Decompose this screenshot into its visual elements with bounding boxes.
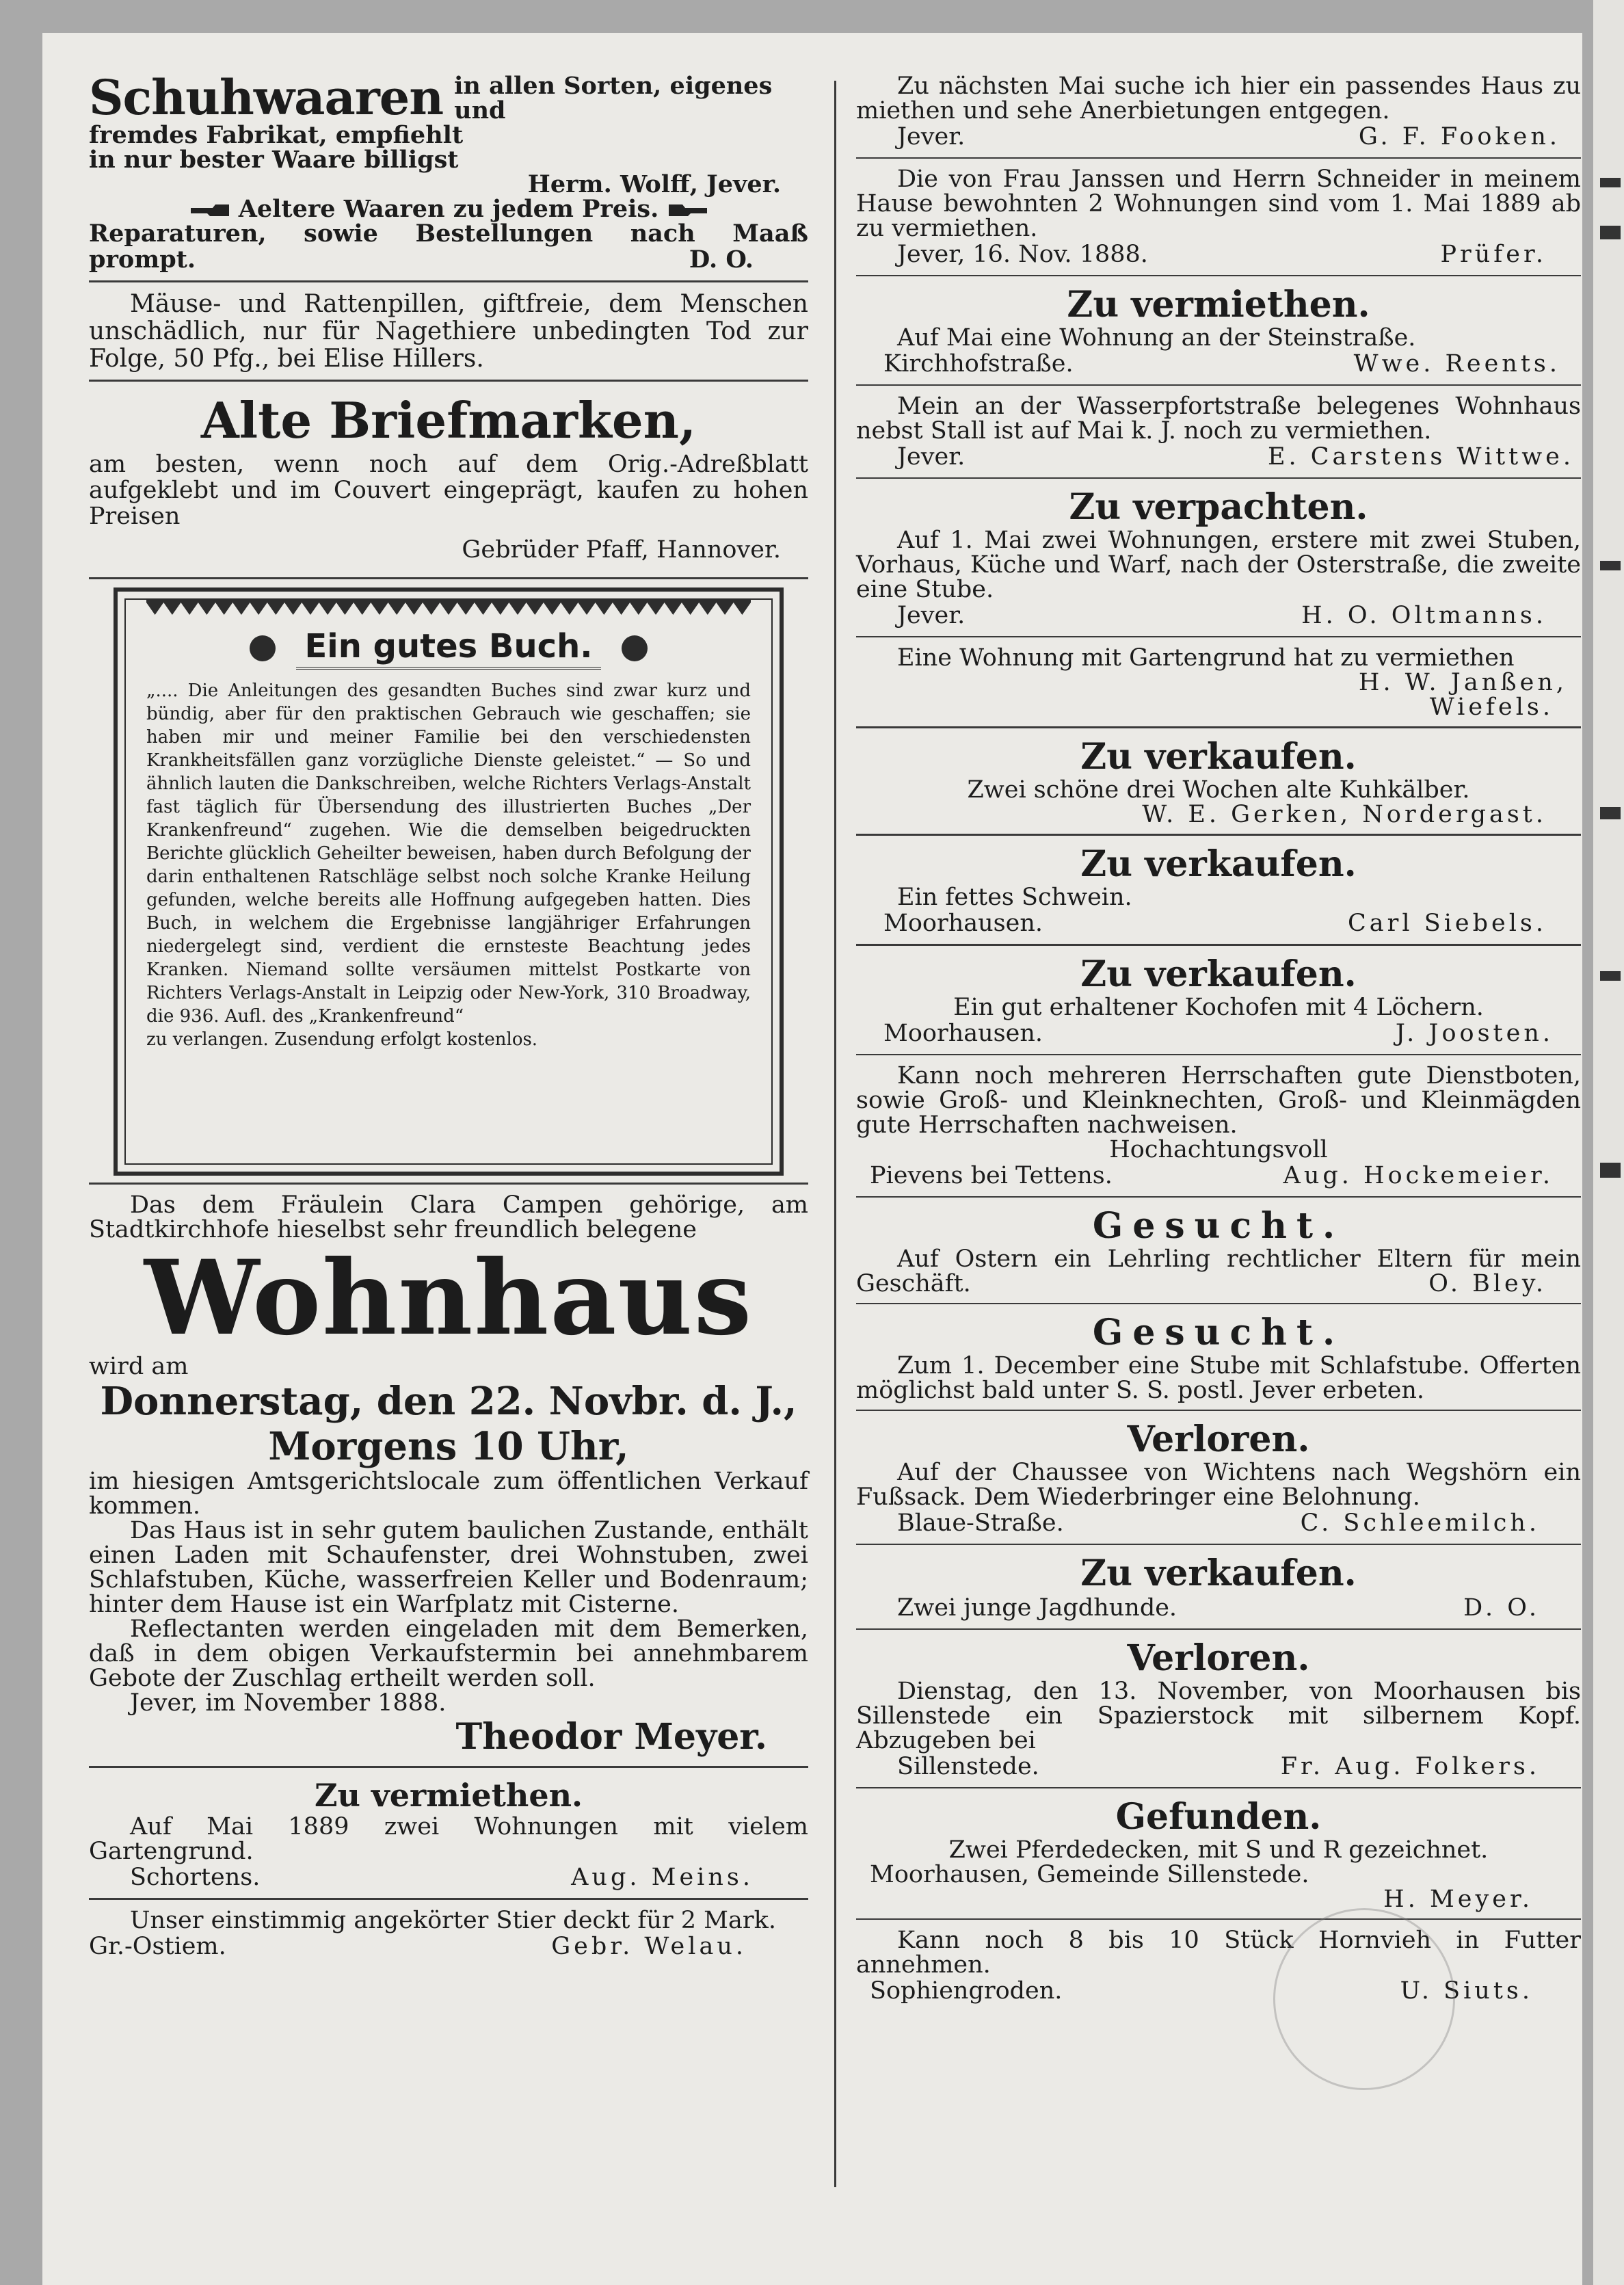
book-ad (114, 587, 784, 1176)
bull-ad-text: Unser einstimmig angekörter Stier deckt für 2 Mark. (130, 1907, 776, 1934)
ad-signature: J. Joosten. (1395, 1020, 1554, 1047)
ad-text: Die von Frau Janssen und Herrn Schneider in meinem Hause bewohnten 2 Wohnungen sind vom 1. Mai 1889 ab zu vermiethen. (856, 166, 1581, 242)
ad-title: Zu verkaufen. (1080, 843, 1357, 885)
ad-text: Eine Wohnung mit Gartengrund hat zu vermiethen (897, 644, 1515, 672)
ad-text: Kann noch 8 bis 10 Stück Hornvieh in Futter annehmen. (856, 1927, 1581, 1979)
ad-place: Jever. (897, 443, 966, 471)
ad-signature: H. Meyer. (1383, 1886, 1533, 1913)
stamps-ad-signature: Gebrüder Pfaff, Hannover. (462, 536, 781, 564)
ad-title: Zu verkaufen. (1080, 736, 1357, 778)
right-ad-17 (856, 1928, 1581, 2005)
house-sale-ad (89, 1193, 808, 1759)
shoe-ad-title: Schuhwaaren (89, 69, 444, 126)
ad-signature: D. O. (1463, 1594, 1540, 1622)
right-ad-10 (856, 1064, 1581, 1189)
book-ad-closing: zu verlangen. Zusendung erfolgt kostenlos. (146, 1029, 538, 1050)
right-ad-11 (856, 1206, 1581, 1296)
ad-text: Zu nächsten Mai suche ich hier ein passendes Haus zu miethen und sehe Anerbietungen entgegen. (856, 72, 1581, 124)
separator (89, 1766, 808, 1768)
pills-ad (89, 291, 808, 373)
ad-closing: Hochachtungsvoll (1109, 1136, 1328, 1163)
separator (856, 384, 1581, 386)
ad-text: Dienstag, den 13. November, von Moorhausen bis Sillenstede ein Spazierstock mit silbernem Kopf. Abzugeben bei (856, 1678, 1581, 1754)
rent-ad-title: Zu vermiethen. (314, 1777, 583, 1814)
stamps-ad-title: Alte Briefmarken, (200, 391, 697, 449)
separator (856, 636, 1581, 637)
ad-text: Zwei schöne drei Wochen alte Kuhkälber. (967, 776, 1470, 804)
house-ad-signature: Theodor Meyer. (455, 1716, 767, 1758)
house-ad-title: Wohnhaus (144, 1238, 754, 1358)
separator (856, 275, 1581, 276)
book-ad-text: „.... Die Anleitungen des gesandten Buches sind zwar kurz und bündig, aber für den praktischen Gebrauch wie geschaffen; sie haben mir und meiner Familie bei den verschiedensten Krankheitsfällen ganz vorzügliche Dienste geleistet.“ — So und ähnlich lauten die Dankschreiben, welche Richters Verlags-Anstalt fast täglich für Übersendung des illustrierten Buches „Der Krankenfreund“ zugehen. Wie die demselben beigedruckten Berichte glücklich Geheilter beweisen, haben durch Befolgung der darin enthaltenen Ratschläge selbst noch solche Kranke Heilung gefunden, welche bereits alle Hoffnung aufgegeben hatten. Dies Buch, in welchem die Ergebnisse langjähriger Erfahrungen niedergelegt sind, verdient die ernsteste Beachtung jedes Kranken. Niemand sollte versäumen mittelst Postkarte von Richters Verlags-Anstalt in Leipzig oder New-York, 310 Broadway, die 936. Aufl. des „Krankenfreund“ (146, 681, 751, 1027)
ad-text: Auf 1. Mai zwei Wohnungen, erstere mit zwei Stuben, Vorhaus, Küche und Warf, nach der Osterstraße, die zweite eine Stube. (856, 527, 1581, 603)
bunting-border-decoration (146, 600, 751, 624)
ad-signature: Fr. Aug. Folkers. (1280, 1753, 1540, 1780)
separator (856, 1410, 1581, 1411)
ad-signature: U. Siuts. (1400, 1977, 1533, 2005)
ad-signature: Prüfer. (1440, 241, 1547, 268)
right-ad-3 (856, 285, 1581, 378)
ad-signature: G. F. Fooken. (1358, 123, 1560, 150)
stamps-ad-text: am besten, wenn noch auf dem Orig.-Adreßblatt aufgeklebt und im Couvert eingeprägt, kaufen zu hohen Preisen (89, 451, 808, 530)
separator (856, 1787, 1581, 1788)
ad-text: Mein an der Wasserpfortstraße belegenes Wohnhaus nebst Stall ist auf Mai k. J. noch zu vermiethen. (856, 393, 1581, 445)
house-ad-time: Morgens 10 Uhr, (268, 1424, 629, 1469)
house-ad-intro: Das dem Fräulein Clara Campen gehörige, am Stadtkirchhofe hieselbst sehr freundlich belegene (89, 1191, 808, 1243)
ad-signature: Wwe. Reents. (1353, 350, 1560, 378)
ad-text: Zum 1. December eine Stube mit Schlafstube. Offerten möglichst bald unter S. S. postl. Jever erbeten. (856, 1352, 1581, 1404)
ad-signature: Carl Siebels. (1348, 910, 1547, 937)
shoe-ad-line: in allen Sorten, eigenes und (454, 72, 773, 124)
ad-signature: H. O. Oltmanns. (1301, 602, 1547, 629)
right-ad-7 (856, 737, 1581, 827)
separator (89, 380, 808, 382)
separator (856, 726, 1581, 728)
ad-text: Zwei junge Jagdhunde. (897, 1594, 1177, 1622)
shoe-ad-older-goods: Aeltere Waaren zu jedem Preis. (238, 195, 659, 223)
ad-place: Moorhausen. (883, 1020, 1043, 1047)
right-ad-4 (856, 394, 1581, 471)
ad-place: Jever. (897, 123, 966, 150)
ad-title: Zu verkaufen. (1080, 1553, 1357, 1594)
shoe-ad-repairs: Reparaturen, sowie Bestellungen nach Maaß (89, 220, 808, 248)
ad-signature: W. E. Gerken, Nordergast. (1142, 801, 1547, 828)
separator (856, 1054, 1581, 1055)
separator (856, 944, 1581, 946)
ad-place: Sillenstede. (897, 1753, 1039, 1780)
book-ad-title: Ein gutes Buch. (296, 627, 600, 670)
ad-title: Verloren. (1127, 1637, 1310, 1679)
right-column (856, 74, 1581, 2005)
rent-ad-place: Schortens. (130, 1864, 261, 1891)
right-ad-16 (856, 1797, 1581, 1912)
pills-ad-text: Mäuse- und Rattenpillen, giftfreie, dem Menschen unschädlich, nur für Nagethiere unbedingten Tod zur Folge, 50 Pfg., bei Elise Hillers. (89, 290, 808, 373)
house-ad-location: im hiesigen Amtsgerichtslocale zum öffentlichen Verkauf kommen. (89, 1468, 808, 1520)
ad-text: Auf der Chaussee von Wichtens nach Wegshörn ein Fußsack. Dem Wiederbringer eine Belohnung. (856, 1459, 1581, 1511)
separator (89, 1898, 808, 1900)
ad-title: Verloren. (1127, 1418, 1310, 1460)
ad-place: Blaue-Straße. (897, 1509, 1064, 1537)
separator (856, 834, 1581, 836)
ad-text: Zwei Pferdedecken, mit S und R gezeichnet. (948, 1836, 1489, 1864)
house-ad-description: Das Haus ist in sehr gutem baulichen Zustande, enthält einen Laden mit Schaufenster, drei Wohnstuben, zwei Schlafstuben, Küche, wasserfreien Keller und Bodenraum; hinter dem Hause ist ein Warfplatz mit Cisterne. (89, 1517, 808, 1618)
shoe-ad (89, 69, 808, 274)
bull-ad-signature: Gebr. Welau. (551, 1933, 747, 1960)
house-ad-place-date: Jever, im November 1888. (130, 1689, 447, 1717)
shoe-ad-line: in nur bester Waare billigst (89, 146, 459, 174)
ad-text: Auf Ostern ein Lehrling rechtlicher Eltern für mein Geschäft. (856, 1245, 1581, 1297)
ad-text-2: Moorhausen, Gemeinde Sillenstede. (870, 1861, 1309, 1888)
ad-place: Pievens bei Tettens. (870, 1162, 1113, 1189)
rent-ad-text: Auf Mai 1889 zwei Wohnungen mit vielem Gartengrund. (89, 1813, 808, 1865)
ad-title: Zu vermiethen. (1067, 284, 1370, 326)
pointing-hand-icon (667, 202, 708, 219)
rent-ad-signature: Aug. Meins. (571, 1864, 754, 1891)
separator (89, 280, 808, 282)
right-ad-15 (856, 1638, 1581, 1780)
separator (89, 577, 808, 579)
separator (856, 1628, 1581, 1630)
right-ad-5 (856, 487, 1581, 629)
ad-signature: Aug. Hockemeier. (1283, 1162, 1554, 1189)
shoe-ad-signature: Herm. Wolff, Jever. (527, 170, 781, 198)
ad-signature: H. W. Janßen, (1358, 669, 1567, 696)
ad-title: Gesucht. (1092, 1312, 1345, 1353)
separator (89, 1183, 808, 1185)
right-ad-2 (856, 167, 1581, 268)
ad-place: Sophiengroden. (870, 1977, 1063, 2005)
ad-title: Gefunden. (1115, 1796, 1322, 1838)
house-ad-date: Donnerstag, den 22. Novbr. d. J., (100, 1379, 797, 1424)
separator (856, 1303, 1581, 1304)
right-ad-1 (856, 74, 1581, 150)
ad-title: Zu verpachten. (1069, 486, 1368, 528)
separator (856, 157, 1581, 159)
left-column (89, 69, 808, 1960)
right-ad-9 (856, 954, 1581, 1047)
bull-ad (89, 1908, 808, 1960)
right-ad-8 (856, 844, 1581, 937)
right-ad-12 (856, 1312, 1581, 1403)
ad-text: Auf Mai eine Wohnung an der Steinstraße. (897, 324, 1416, 352)
bull-ad-place: Gr.-Ostiem. (89, 1933, 226, 1960)
separator (856, 1918, 1581, 1920)
separator (856, 1544, 1581, 1545)
ad-place: Moorhausen. (883, 910, 1043, 937)
column-divider (834, 81, 836, 2187)
right-ad-14 (856, 1553, 1581, 1622)
ornament-dot-icon (250, 635, 276, 661)
ad-signature-place: Wiefels. (1429, 694, 1554, 721)
faint-library-stamp (1273, 1908, 1455, 2090)
adjacent-page-edge (1593, 0, 1624, 2285)
ad-signature: O. Bley. (1428, 1270, 1547, 1297)
shoe-ad-repairs-end: prompt. (89, 246, 196, 274)
right-ad-13 (856, 1419, 1581, 1537)
ad-title: Zu verkaufen. (1080, 953, 1357, 995)
ad-signature: E. Carstens Wittwe. (1267, 443, 1574, 471)
house-ad-wird-am: wird am (89, 1353, 189, 1380)
separator (856, 477, 1581, 479)
ad-title: Gesucht. (1092, 1205, 1345, 1247)
stamps-ad (89, 390, 808, 570)
ad-place: Jever. (897, 602, 966, 629)
ornament-dot-icon (622, 635, 648, 661)
ad-text: Ein fettes Schwein. (897, 884, 1132, 911)
right-ad-6 (856, 646, 1581, 719)
ad-text: Ein gut erhaltener Kochofen mit 4 Löchern. (953, 994, 1484, 1021)
separator (856, 1196, 1581, 1198)
ad-signature: C. Schleemilch. (1300, 1509, 1540, 1537)
shoe-ad-initials: D. O. (689, 246, 754, 274)
ad-place: Kirchhofstraße. (883, 350, 1074, 378)
rent-ad (89, 1776, 808, 1891)
house-ad-note: Reflectanten werden eingeladen mit dem Bemerken, daß in dem obigen Verkaufstermin bei annehmbarem Gebote der Zuschlag ertheilt werden soll. (89, 1615, 808, 1692)
ad-text: Kann noch mehreren Herrschaften gute Dienstboten, sowie Groß- und Kleinknechten, Groß- und Kleinmägden gute Herrschaften nachweisen. (856, 1062, 1581, 1139)
shoe-ad-line: fremdes Fabrikat, empfiehlt (89, 121, 464, 149)
pointing-hand-icon (189, 202, 230, 219)
ad-place: Jever, 16. Nov. 1888. (897, 241, 1148, 268)
